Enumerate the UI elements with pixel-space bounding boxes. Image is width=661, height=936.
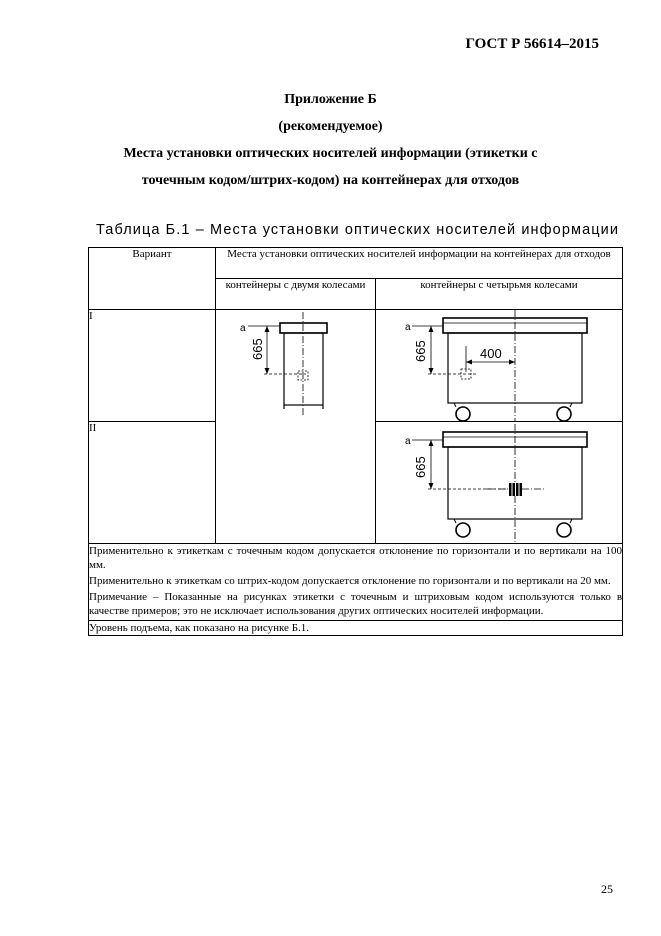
dim-a-label: a xyxy=(240,323,246,334)
header-four-wheels: контейнеры с четырьмя колесами xyxy=(376,279,623,310)
appendix-heading-line2: точечным кодом/штрих-кодом) на контейнерах для отходов xyxy=(141,173,520,188)
table-notes xyxy=(89,544,623,621)
variant-label: I xyxy=(89,310,216,422)
four-wheel-drawing-ii-cell xyxy=(376,422,623,544)
standard-number: ГОСТ Р 56614–2015 xyxy=(465,36,599,52)
note-remark: Примечание – Показанные на рисунках этикетки с точечным и штриховым кодом используются только в качестве примеров; это не исключает использования других оптических носителей информации. xyxy=(89,591,623,617)
note-dot-code: Применительно к этикеткам с точечным кодом допускается отклонение по горизонтали и по вертикали на 100 мм. xyxy=(89,545,623,571)
note-barcode: Применительно к этикеткам со штрих-кодом допускается отклонение по горизонтали и по вертикали на 20 мм. xyxy=(89,575,611,587)
dim-665-label: 665 xyxy=(413,456,428,478)
appendix-heading-line1: Места установки оптических носителей информации (этикетки с xyxy=(123,146,538,161)
appendix-status: (рекомендуемое) xyxy=(278,119,383,134)
two-wheel-container-drawing xyxy=(216,310,376,430)
four-wheel-container-drawing-i xyxy=(376,310,623,421)
four-wheel-drawing-i-cell xyxy=(376,310,623,422)
dim-665-label: 665 xyxy=(250,338,265,360)
page-number: 25 xyxy=(601,882,613,896)
placement-table xyxy=(88,247,623,636)
header-variant: Вариант xyxy=(89,248,216,310)
header-two-wheels: контейнеры с двумя колесами xyxy=(216,279,376,310)
table-row xyxy=(89,310,623,422)
table-caption: Таблица Б.1 – Места установки оптических носителей информации xyxy=(96,222,620,238)
dim-a-label: a xyxy=(405,436,411,447)
four-wheel-container-drawing-ii xyxy=(376,422,623,543)
two-wheel-drawing-cell xyxy=(216,310,376,544)
dim-a-label: a xyxy=(405,322,411,333)
appendix-title: Приложение Б xyxy=(284,92,377,107)
dim-665-label: 665 xyxy=(413,340,428,362)
table-footer-note: Уровень подъема, как показано на рисунке Б.1. xyxy=(89,621,623,636)
dim-400-label: 400 xyxy=(480,346,502,361)
header-places: Места установки оптических носителей информации на контейнерах для отходов xyxy=(216,248,623,279)
variant-label: II xyxy=(89,422,216,544)
